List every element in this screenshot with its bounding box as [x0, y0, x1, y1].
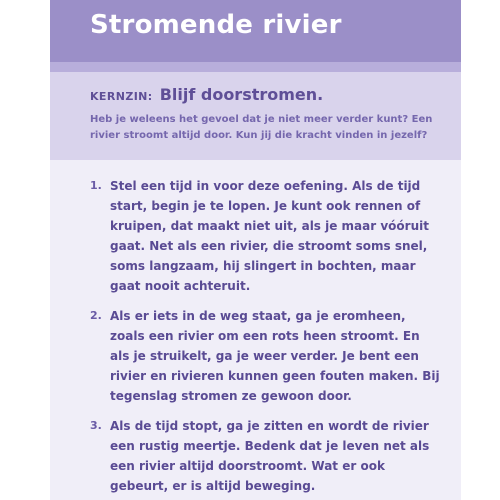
header-divider-band	[50, 62, 461, 72]
step-text: Stel een tijd in voor deze oefening. Als de tijd start, begin je te lopen. Je kunt ook rennen of kruipen, dat maakt niet uit, als je maar vóóruit gaat. Net als een rivier, die stroomt soms snel, soms langzaam, hij slingert in bochten, maar gaat nooit achteruit.	[110, 179, 429, 293]
kernzin-description: Heb je weleens het gevoel dat je niet meer verder kunt? Een rivier stroomt altijd door. Kun jij die kracht vinden in jezelf?	[90, 114, 433, 141]
kernzin-line	[90, 85, 323, 104]
page-title: Stromende rivier	[90, 10, 342, 40]
steps-list	[90, 176, 440, 500]
list-item	[90, 176, 440, 296]
kernzin-box	[50, 72, 461, 160]
step-number: 1.	[90, 179, 102, 192]
exercise-card	[50, 0, 461, 500]
step-number: 3.	[90, 419, 102, 432]
kernzin-motto: Blijf doorstromen.	[159, 85, 324, 104]
kernzin-label: KERNZIN:	[90, 90, 153, 103]
card-header	[50, 0, 461, 62]
step-text: Als er iets in de weg staat, ga je eromheen, zoals een rivier om een rots heen stroomt. En als je struikelt, ga je weer verder. Je bent een rivier en rivieren kunnen geen fouten maken. Bij tegenslag stromen ze gewoon door.	[110, 309, 440, 403]
list-item	[90, 306, 440, 406]
step-number: 2.	[90, 309, 102, 322]
list-item	[90, 416, 440, 496]
step-text: Als de tijd stopt, ga je zitten en wordt de rivier een rustig meertje. Bedenk dat je leven net als een rivier altijd doorstroomt. Wat er ook gebeurt, er is altijd beweging.	[110, 419, 430, 493]
